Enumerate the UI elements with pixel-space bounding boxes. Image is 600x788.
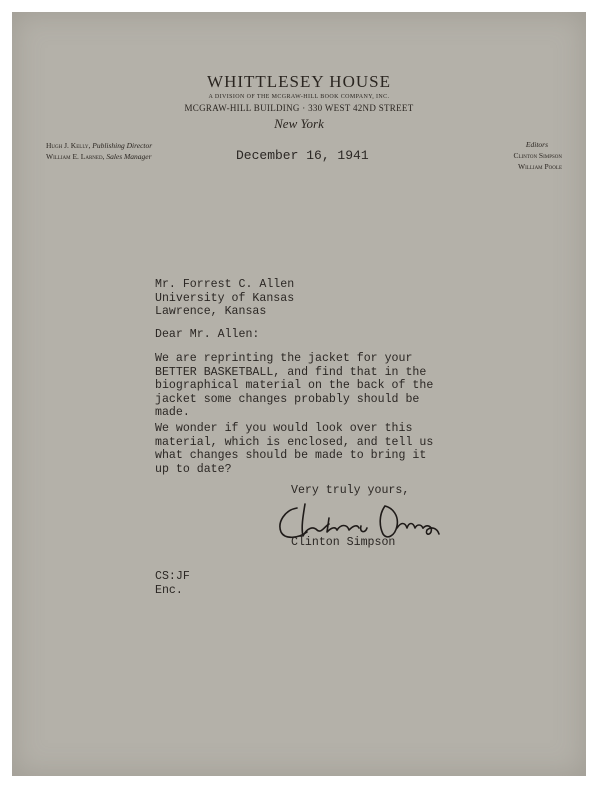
letter-sheet [12,12,586,776]
paragraph-line: biographical material on the back of the [155,379,434,392]
address-line: University of Kansas [155,291,295,305]
staff-title: Sales Manager [106,152,152,161]
letter-date: December 16, 1941 [236,148,369,163]
reference-line: Enc. [155,583,183,597]
division-line: A DIVISION OF THE MCGRAW-HILL BOOK COMPANY, INC. [208,94,390,100]
paragraph-line: up to date? [155,462,232,476]
paragraph-line: We are reprinting the jacket for your [155,352,413,365]
company-name: WHITTLESEY HOUSE [207,72,391,91]
paragraph-2 [155,422,433,476]
staff-name: Hugh J. Kelly, [46,141,91,150]
paragraph-line: BETTER BASKETBALL, and find that in the [155,365,427,379]
paragraph-line: material, which is enclosed, and tell us [155,435,434,449]
paragraph-line: We wonder if you would look over this [155,422,413,435]
staff-list [46,140,152,162]
staff-item [46,151,152,162]
editor-name: Clinton Simpson [513,151,562,160]
staff-title: Publishing Director [92,141,153,150]
paragraph-line: made. [155,406,190,419]
salutation: Dear Mr. Allen: [155,328,260,341]
paragraph-1 [155,352,433,420]
paragraph-line: what changes should be made to bring it [155,449,427,462]
address-line: Lawrence, Kansas [155,305,267,318]
staff-item [46,140,152,151]
city-name: New York [274,116,324,131]
signer-name: Clinton Simpson [291,536,396,549]
reference-line: CS:JF [155,570,190,583]
staff-name: William E. Larned, [46,152,105,161]
editors-label: Editors [525,140,548,149]
address-line: MCGRAW-HILL BUILDING · 330 WEST 42ND STREET [184,103,414,113]
paragraph-line: jacket some changes probably should be [155,392,420,406]
reference-initials [155,570,190,597]
editor-name: William Poole [518,162,562,171]
recipient-address [155,278,294,319]
address-line: Mr. Forrest C. Allen [155,278,295,291]
closing: Very truly yours, [291,484,410,497]
editors-block [514,139,562,172]
